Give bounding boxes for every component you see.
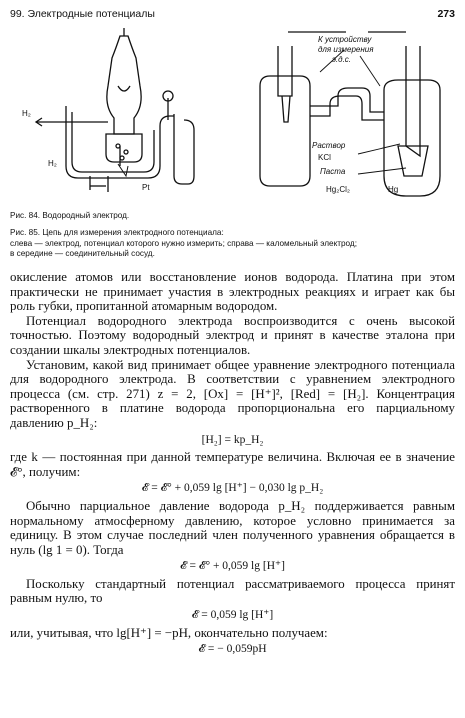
paragraph-6: Поскольку стандартный потенциал рассматриваемого процесса принят равным нулю, то xyxy=(10,576,455,606)
paragraph-4: где k — постоянная при данной температуре величина. Включая ее в значение 𝓔°, получим: xyxy=(10,450,455,479)
label-hg: Hg xyxy=(388,185,399,194)
label-kcl: KCl xyxy=(318,153,331,162)
label-paste: Паста xyxy=(320,167,346,176)
label-h2-out: H₂ xyxy=(22,109,31,118)
paragraph-7: или, учитывая, что lg[H⁺] = −pH, окончательно получаем: xyxy=(10,625,328,640)
caption-fig85 xyxy=(10,228,455,260)
electrode-illustration xyxy=(8,26,458,208)
equation-1: [H₂] = kp_H₂ xyxy=(201,433,264,446)
running-header xyxy=(10,8,455,24)
equation-3: 𝓔 = 𝓔° + 0,059 lg [H⁺] xyxy=(180,560,285,573)
page-number: 273 xyxy=(437,8,455,20)
caption-fig85-line3: в середине — соединительный сосуд. xyxy=(10,249,155,258)
paragraph-3: Установим, какой вид принимает общее уравнение электродного потенциала для водородного электрода. В соответствии с уравнением электродного процесса (см. стр. 271) z = 2, [Ox] = [H⁺]², [Red] = [H₂]. Концентрация растворенного в платине водорода пропорциональна его парциальному давлению p_H₂: xyxy=(10,357,455,430)
label-pt: Pt xyxy=(142,183,150,192)
paragraph-1: окисление атомов или восстановление ионов водорода. Платина при этом практически не принимает участия в электродных реакциях и играет как бы роль губки, пропитанной атомарным водородом. xyxy=(10,270,455,314)
equation-2: 𝓔 = 𝓔° + 0,059 lg [H⁺] − 0,030 lg p_H₂ xyxy=(141,482,324,495)
caption-fig85-title: Рис. 85. Цепь для измерения электродного потенциала: xyxy=(10,228,224,237)
hydrogen-electrode-drawing xyxy=(36,28,194,192)
section-title: 99. Электродные потенциалы xyxy=(10,8,155,20)
label-hg2cl2: Hg₂Cl₂ xyxy=(326,185,350,194)
label-solution: Раствор xyxy=(312,141,346,150)
main-text xyxy=(10,270,455,660)
figures-area xyxy=(8,26,458,208)
equation-5: 𝓔 = − 0,059pH xyxy=(198,643,267,656)
label-device-2: для измерения xyxy=(318,45,374,54)
caption-fig84: Рис. 84. Водородный электрод. xyxy=(10,211,130,220)
label-device-3: э.д.с. xyxy=(332,55,352,64)
label-h2-in: H₂ xyxy=(48,159,57,168)
paragraph-2: Потенциал водородного электрода воспроизводится с очень высокой точностью. Поэтому водородный электрод и принят в качестве эталона при создании шкалы электродных потенциалов. xyxy=(10,313,455,357)
caption-fig85-line2: слева — электрод, потенциал которого нужно измерить; справа — каломельный электрод; xyxy=(10,238,357,248)
label-device-1: К устройству xyxy=(318,35,372,44)
paragraph-5: Обычно парциальное давление водорода p_H₂ поддерживается равным нормальному атмосферному давлению, которое условно принимается за единицу. В этом случае последний член полученного уравнения обращается в нуль (lg 1 = 0). Тогда xyxy=(10,498,455,557)
equation-4: 𝓔 = 0,059 lg [H⁺] xyxy=(191,609,274,622)
